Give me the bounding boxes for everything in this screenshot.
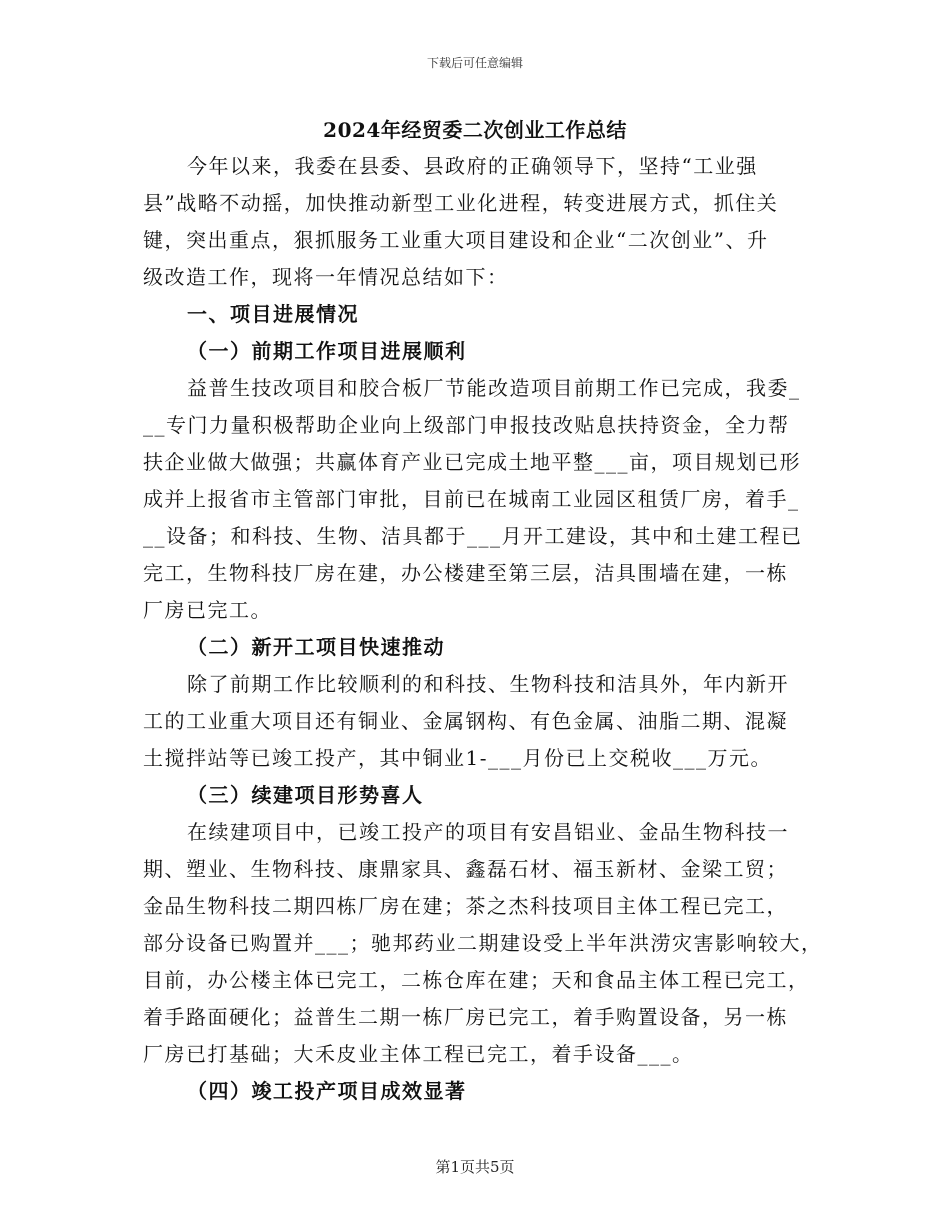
paragraph-line: 厂房已打基础；大禾皮业主体工程已完工，着手设备___。 bbox=[143, 1042, 694, 1066]
paragraph-line: 土搅拌站等已竣工投产，其中铜业1-___月份已上交税收___万元。 bbox=[143, 746, 772, 770]
document-title: 2024年经贸委二次创业工作总结 bbox=[323, 118, 627, 142]
paragraph-line: 除了前期工作比较顺利的和科技、生物科技和洁具外，年内新开 bbox=[187, 672, 789, 696]
paragraph-line: 工的工业重大项目还有铜业、金属钢构、有色金属、油脂二期、混凝 bbox=[143, 709, 788, 733]
section-heading: 一、项目进展情况 bbox=[187, 302, 359, 326]
page-header-note: 下载后可任意编辑 bbox=[426, 56, 523, 70]
paragraph-line: __设备；和科技、生物、洁具都于___月开工建设，其中和土建工程已 bbox=[143, 524, 803, 548]
paragraph-line: 着手路面硬化；益普生二期一栋厂房已完工，着手购置设备，另一栋 bbox=[143, 1005, 788, 1029]
paragraph-line: 完工，生物科技厂房在建，办公楼建至第三层，洁具围墙在建，一栋 bbox=[143, 561, 788, 585]
paragraph-line: 在续建项目中，已竣工投产的项目有安昌铝业、金品生物科技一 bbox=[187, 820, 789, 844]
paragraph-line: 键，突出重点，狠抓服务工业重大项目建设和企业“二次创业”、升 bbox=[143, 228, 769, 252]
section-heading: （三）续建项目形势喜人 bbox=[187, 783, 424, 807]
section-heading: （一）前期工作项目进展顺利 bbox=[187, 339, 467, 363]
section-heading: （四）竣工投产项目成效显著 bbox=[187, 1079, 467, 1103]
page-number: 第1页共5页 bbox=[435, 1158, 515, 1176]
paragraph-line: 厂房已完工。 bbox=[143, 598, 272, 622]
paragraph-line: 益普生技改项目和胶合板厂节能改造项目前期工作已完成，我委_ bbox=[187, 376, 801, 400]
paragraph-line: 目前，办公楼主体已完工，二栋仓库在建；天和食品主体工程已完工， bbox=[143, 968, 810, 992]
paragraph-line: 金品生物科技二期四栋厂房在建；茶之杰科技项目主体工程已完工， bbox=[143, 894, 788, 918]
section-heading: （二）新开工项目快速推动 bbox=[187, 635, 445, 659]
paragraph-line: 成并上报省市主管部门审批，目前已在城南工业园区租赁厂房，着手_ bbox=[143, 487, 800, 511]
paragraph-line: 扶企业做大做强；共赢体育产业已完成土地平整___亩，项目规划已形 bbox=[143, 450, 801, 474]
paragraph-line: 县”战略不动摇，加快推动新型工业化进程，转变进展方式，抓住关 bbox=[143, 191, 779, 215]
document-body bbox=[143, 148, 823, 1110]
paragraph-line: 期、塑业、生物科技、康鼎家具、鑫磊石材、福玉新材、金梁工贸； bbox=[143, 857, 788, 881]
paragraph-line: __专门力量积极帮助企业向上级部门申报技改贴息扶持资金，全力帮 bbox=[143, 413, 790, 437]
paragraph-line: 级改造工作，现将一年情况总结如下： bbox=[143, 265, 509, 289]
paragraph-line: 部分设备已购置并___；驰邦药业二期建设受上半年洪涝灾害影响较大， bbox=[143, 931, 823, 955]
paragraph-line: 今年以来，我委在县委、县政府的正确领导下，坚持“工业强 bbox=[187, 154, 758, 178]
